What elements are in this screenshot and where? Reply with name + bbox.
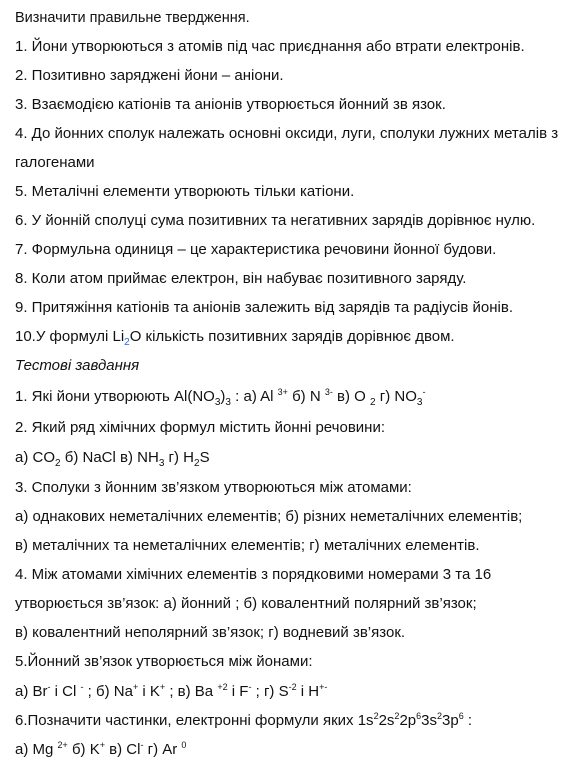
q6-sup: 2: [394, 711, 400, 721]
q6-text: :: [463, 712, 473, 729]
statement-10-text: 10.У формулі Li: [15, 328, 125, 345]
question-5-options: [15, 682, 582, 703]
q6-sup: 2: [373, 711, 379, 721]
q5-sup: -2: [288, 682, 297, 692]
q2-sub: 3: [158, 458, 165, 469]
q1-sup: -: [422, 387, 426, 397]
question-3-options-1: а) однакових неметалічних елементів; б) різних неметалічних елементів;: [15, 508, 523, 525]
q1-sup: 3+: [277, 387, 288, 397]
q1-sup: 3-: [324, 387, 333, 397]
q6-text: 3p: [442, 712, 459, 729]
statement-7: 7. Формульна одиниця – це характеристика речовини йонної будови.: [15, 241, 497, 258]
q5-sup: -: [80, 682, 84, 692]
q2-sub: 2: [194, 458, 200, 469]
q2-option-b: б) NaCl в) NH: [60, 449, 159, 466]
q5-text: а) Br: [15, 683, 48, 700]
q2-option-a: а) CO: [15, 449, 56, 466]
q1-close: ): [220, 388, 226, 405]
q6-sup: +: [99, 740, 105, 750]
statement-10: [15, 327, 582, 349]
statement-10-subscript: 2: [124, 337, 130, 348]
q1-sub: 3: [225, 397, 231, 408]
q5-sup: -: [248, 682, 252, 692]
q5-text: і F: [227, 683, 249, 700]
q6-sup: 0: [181, 740, 187, 750]
q2-option-d: S: [199, 449, 210, 466]
question-2: 2. Який ряд хімічних формул містить йонні речовини:: [15, 419, 385, 436]
statement-2: 2. Позитивно заряджені йони – аніони.: [15, 67, 284, 84]
q5-text: ; в) Ba: [165, 683, 218, 700]
question-6: [15, 711, 582, 732]
statement-9: 9. Притяжіння катіонів та аніонів залежить від зарядів та радіусів йонів.: [15, 299, 513, 316]
q6-option-c: в) Cl: [104, 741, 141, 758]
question-4-options-2: в) ковалентний неполярний зв’язок; г) водневий зв’язок.: [15, 624, 406, 641]
statement-6: 6. У йонній сполуці сума позитивних та негативних зарядів дорівнює нулю.: [15, 212, 536, 229]
q6-sup: -: [140, 740, 144, 750]
q6-text: 3s: [421, 712, 437, 729]
q6-text: 2s: [378, 712, 395, 729]
q2-option-c: г) H: [164, 449, 195, 466]
q5-sup: +-: [319, 682, 328, 692]
q6-sup: 2: [436, 711, 442, 721]
q2-sub: 2: [55, 458, 61, 469]
q6-option-b: б) K: [67, 741, 100, 758]
tests-heading: Тестові завдання: [15, 357, 140, 374]
q5-sup: -: [47, 682, 51, 692]
q1-option-b: б) N: [287, 388, 325, 405]
statement-8: 8. Коли атом приймає електрон, він набуває позитивного заряду.: [15, 270, 467, 287]
q6-text: 2p: [399, 712, 417, 729]
question-2-options: [15, 448, 582, 470]
q5-text: і H: [296, 683, 320, 700]
q6-text: 6.Позначити частинки, електронні формули яких 1s: [15, 712, 374, 729]
statement-5: 5. Металічні елементи утворюють тільки катіони.: [15, 183, 355, 200]
q6-sup: 6: [458, 711, 464, 721]
question-4: 4. Між атомами хімічних елементів з порядковими номерами 3 та 16: [15, 566, 492, 583]
question-1: [15, 387, 582, 409]
q6-option-a: а) Mg: [15, 741, 58, 758]
statement-1: 1. Йони утворюються з атомів під час приєднання або втрати електронів.: [15, 38, 525, 55]
q5-sup: +: [132, 682, 139, 692]
q1-sub: 3: [416, 397, 423, 408]
q6-sup: 6: [416, 711, 422, 721]
q6-sup: 2+: [57, 740, 68, 750]
q5-text: і K: [138, 683, 160, 700]
q5-sup: +2: [217, 682, 228, 692]
question-6-options: [15, 740, 582, 761]
q1-option-c: в) O: [332, 388, 370, 405]
q1-sub: 2: [370, 397, 376, 408]
statement-4-continued: галогенами: [15, 154, 95, 171]
statement-4: 4. До йонних сполук належать основні оксиди, луги, сполуки лужних металів з: [15, 125, 559, 142]
q1-text: 1. Які йони утворюють Al(NO: [15, 388, 215, 405]
q1-option-a: : а) Al: [230, 388, 278, 405]
statement-10-text-end: O кількість позитивних зарядів дорівнює двом.: [129, 328, 455, 345]
q5-sup: +: [159, 682, 166, 692]
q1-sub: 3: [214, 397, 221, 408]
q5-text: і Cl: [50, 683, 81, 700]
q5-text: ; б) Na: [83, 683, 133, 700]
question-3-options-2: в) металічних та неметалічних елементів; г) металічних елементів.: [15, 537, 480, 554]
statement-3: 3. Взаємодією катіонів та аніонів утворюється йонний зв язок.: [15, 96, 446, 113]
question-3: 3. Сполуки з йонним зв’язком утворюються між атомами:: [15, 479, 412, 496]
q1-option-d: г) NO: [375, 388, 417, 405]
worksheet-heading: Визначити правильне твердження.: [15, 10, 250, 26]
question-5: 5.Йонний зв’язок утворюється між йонами:: [15, 653, 313, 670]
question-4-options-1: утворюється зв’язок: а) йонний ; б) ковалентний полярний зв’язок;: [15, 595, 477, 612]
q6-option-d: г) Ar: [143, 741, 182, 758]
q5-text: ; г) S: [251, 683, 289, 700]
